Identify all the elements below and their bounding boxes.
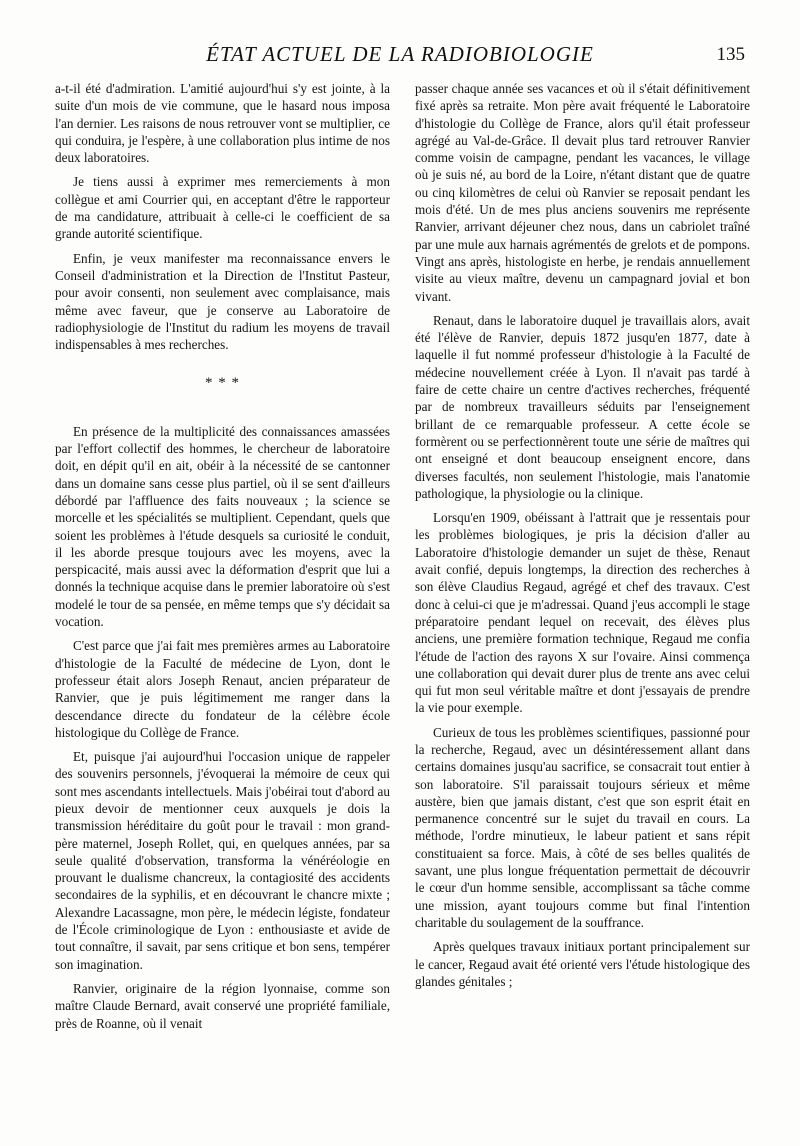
paragraph: En présence de la multiplicité des connaissances amassées par l'effort collectif des hommes, le chercheur de laboratoire doit, en dépit qu'il en ait, obéir à la nécessité de se cantonner dans un domaine sans cesse plus partiel, où il se sent d'ailleurs débordé par l'affluence des faits nouveaux ; la science se morcelle et les spécialités se multiplient. Cependant, quels que soient les problèmes à l'étude desquels sa curiosité le conduit, il les aborde presque toujours avec les moyens, avec la perspicacité, mais aussi avec la déformation d'esprit que lui a donnés la technique acquise dans le premier laboratoire où s'est modelé le tour de sa pensée, en même temps que s'y décidait sa vocation. (55, 423, 390, 630)
paragraph: Et, puisque j'ai aujourd'hui l'occasion unique de rappeler des souvenirs personnels, j'évoquerai la mémoire de ceux qui sont mes ascendants intellectuels. Mais j'obéirai tout d'abord au pieux devoir de mentionner ceux auxquels je dois la transmission héréditaire du goût pour le travail : mon grand-père maternel, Joseph Rollet, qui, en quelques années, par sa seule qualité d'observation, transforma la vénéréologie en prouvant le dualisme chancreux, la contagiosité des accidents secondaires de la syphilis, et en découvrant le chancre mixte ; Alexandre Lacassagne, mon père, le médecin légiste, fondateur de l'École criminologique de Lyon : enthousiaste et avide de tout connaître, il savait, par sens critique et bon sens, tempérer son imagination. (55, 749, 390, 972)
paragraph: a-t-il été d'admiration. L'amitié aujourd'hui s'y est jointe, à la suite d'un mois de vie commune, que le hasard nous imposa l'an dernier. Les raisons de nous retrouver vont se multiplier, ce qui conduira, je l'espère, à une collaboration plus intime de nos deux laboratoires. (55, 81, 390, 166)
paragraph: Lorsqu'en 1909, obéissant à l'attrait que je ressentais pour les problèmes biologiques, je pris la décision d'aller au Laboratoire d'histologie demander un sujet de thèse, Renaut avait confié, depuis longtemps, la direction des recherches à son élève Claudius Regaud, agrégé et chef des travaux. C'est donc à celui-ci que je m'adressai. Quand j'eus accompli le stage préparatoire pendant lequel on recevait, des élèves plus anciens, une première formation technique, Regaud me confia l'étude de l'action des rayons X sur l'ovaire. Ainsi commença une collaboration qui devait durer plus de trente ans avec celui qui fut mon seul véritable maître et dont j'essayais de prendre la vie pour exemple. (415, 510, 750, 716)
paragraph: Après quelques travaux initiaux portant principalement sur le cancer, Regaud avait été orienté vers l'étude histologique des glandes génitales ; (415, 939, 750, 989)
page-number: 135 (716, 44, 745, 65)
paragraph: passer chaque année ses vacances et où il s'était définitivement fixé après sa retraite. Mon père avait fréquenté le Laboratoire d'histologie du Collège de France, alors qu'il était professeur agrégé au Val-de-Grâce. Il devait plus tard retrouver Ranvier comme voisin de campagne, pendant les vacances, le village où je suis né, au bord de la Loire, n'étant distant que de quatre ou cinq kilomètres de celui où Ranvier se reposait pendant les mois d'été. Un de mes plus anciens souvenirs me représente Ranvier, arrivant déjeuner chez nous, dans un cabriolet traîné par une mule aux harnais agrémentés de grelots et de pompons. Vingt ans après, histologiste en herbe, je rendais annuellement visite au vieux maître, devenu un campagnard jovial et bon vivant. (415, 81, 750, 304)
paragraph: C'est parce que j'ai fait mes premières armes au Laboratoire d'histologie de la Faculté de médecine de Lyon, dont le professeur était alors Joseph Renaut, ancien préparateur de Ranvier, que je puis légitimement me ranger dans la descendance directe du fondateur de la célèbre école histologique du Collège de France. (55, 638, 390, 740)
left-column (55, 80, 390, 1039)
paragraph: Ranvier, originaire de la région lyonnaise, comme son maître Claude Bernard, avait conservé une propriété familiale, près de Roanne, où il venait (55, 980, 390, 1031)
paragraph: Curieux de tous les problèmes scientifiques, passionné pour la recherche, Regaud, avec un désintéressement allant dans certains domaines jusqu'au sacrifice, se consacrait tout entier à son laboratoire. S'il paraissait toujours sérieux et même austère, bien que jamais distant, c'est que son esprit était en permanence concentré sur le sujet du travail en cours. La méthode, l'ordre minutieux, le labeur patient et sans répit constituaient sa force. Mais, à côté de ses belles qualités de savant, une plus longue fréquentation permettait de découvrir le cœur d'un homme sensible, accomplissant sa tâche comme une mission, ayant toujours comme but final l'intention charitable du soulagement de la souffrance. (415, 724, 750, 930)
right-column (415, 80, 750, 997)
running-title: ÉTAT ACTUEL DE LA RADIOBIOLOGIE (206, 42, 594, 66)
section-separator: * * * (205, 375, 240, 392)
paragraph: Enfin, je veux manifester ma reconnaissance envers le Conseil d'administration et la Direction de l'Institut Pasteur, pour avoir consenti, non seulement avec complaisance, mais même avec faveur, que je conserve au Laboratoire de radiophysiologie de l'Institut du radium les moyens de travail indispensables à mes recherches. (55, 250, 390, 353)
page-header (55, 42, 745, 72)
paragraph: Je tiens aussi à exprimer mes remerciements à mon collègue et ami Courrier qui, en acceptant d'être le rapporteur de ma candidature, attribuait à celle-ci le coefficient de sa grande autorité scientifique. (55, 174, 390, 242)
paragraph: Renaut, dans le laboratoire duquel je travaillais alors, avait été l'élève de Ranvier, depuis 1872 jusqu'en 1877, date à laquelle il fut nommé professeur d'histologie à la Faculté de médecine nouvellement créée à Lyon. Il n'avait pas tardé à faire de cette chaire un centre d'actives recherches, fréquenté par de nombreux travailleurs séduits par l'enseignement brillant de ce remarquable professeur. A cette école se formèrent ou se perfectionnèrent toute une série de maîtres qui ont enseigné et dont beaucoup enseignent encore, dans diverses facultés, non seulement l'histologie, mais l'anatomie pathologique, la physiologie ou la clinique. (415, 312, 750, 501)
